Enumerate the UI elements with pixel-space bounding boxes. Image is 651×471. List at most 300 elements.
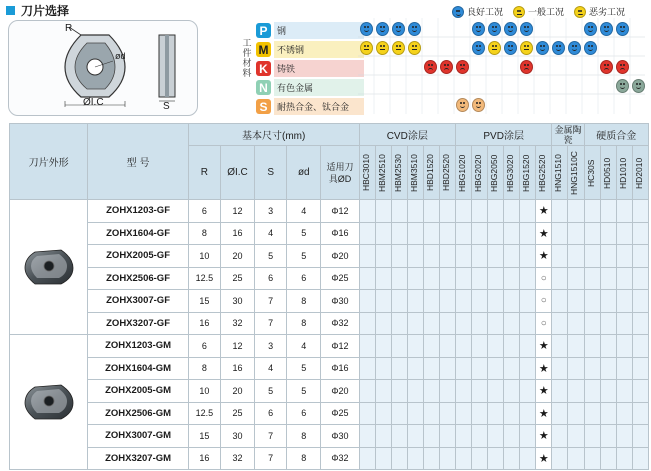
grade-cell xyxy=(423,402,439,425)
dim-r-cell: 16 xyxy=(188,312,220,335)
tool-dia-cell: Φ20 xyxy=(321,380,359,403)
dim-ic-cell: 20 xyxy=(220,380,254,403)
grade-header: HBG3020 xyxy=(505,153,516,192)
grade-cell xyxy=(568,402,584,425)
grade-cell xyxy=(616,335,632,358)
grade-cell xyxy=(391,290,407,313)
header-cermet: 金属陶瓷 xyxy=(552,124,584,146)
face-good-icon xyxy=(472,22,485,36)
model-cell: ZOHX1203-GF xyxy=(88,200,188,223)
grade-cell xyxy=(520,447,536,470)
grade-cell xyxy=(488,447,504,470)
grade-cell xyxy=(632,290,648,313)
grade-cell xyxy=(391,200,407,223)
grade-header: HBM2510 xyxy=(376,153,387,192)
grade-cell xyxy=(423,312,439,335)
face-mid-icon xyxy=(408,41,421,55)
grade-cell xyxy=(423,245,439,268)
grade-cell xyxy=(423,380,439,403)
grade-cell xyxy=(472,312,488,335)
grade-mark: ★ xyxy=(538,452,549,465)
grade-cell xyxy=(616,245,632,268)
grade-mark: ★ xyxy=(538,227,549,240)
grade-cell xyxy=(472,357,488,380)
face-neutral-icon xyxy=(456,98,469,112)
condition-legend xyxy=(452,5,635,18)
grade-cell xyxy=(632,357,648,380)
grade-cell xyxy=(472,245,488,268)
grade-cell xyxy=(423,447,439,470)
dim-d-cell: 5 xyxy=(287,245,321,268)
grade-cell xyxy=(407,380,423,403)
material-row-n xyxy=(256,78,364,97)
grade-cell xyxy=(472,267,488,290)
grade-cell xyxy=(391,222,407,245)
grade-cell xyxy=(407,335,423,358)
dim-ic-cell: 30 xyxy=(220,290,254,313)
legend-item-mid: 一般工况 xyxy=(513,5,564,18)
tool-dia-cell: Φ12 xyxy=(321,200,359,223)
shape-cell-gf xyxy=(10,200,88,335)
grade-cell xyxy=(375,425,391,448)
grade-cell xyxy=(616,200,632,223)
tool-dia-cell: Φ16 xyxy=(321,357,359,380)
grade-cell xyxy=(520,222,536,245)
model-cell: ZOHX2506-GM xyxy=(88,402,188,425)
dim-r-cell: 15 xyxy=(188,425,220,448)
grade-cell xyxy=(455,357,471,380)
dim-s-cell: 7 xyxy=(255,290,287,313)
grade-cell xyxy=(488,312,504,335)
grade-cell xyxy=(359,380,375,403)
dim-s-cell: 7 xyxy=(255,425,287,448)
dim-r-cell: 8 xyxy=(188,357,220,380)
dim-d-cell: 6 xyxy=(287,267,321,290)
face-good-icon xyxy=(600,22,613,36)
model-cell: ZOHX1604-GM xyxy=(88,357,188,380)
grade-header: HBG1020 xyxy=(456,153,467,192)
dim-r-cell: 16 xyxy=(188,447,220,470)
grade-cell xyxy=(423,335,439,358)
grade-cell xyxy=(375,267,391,290)
diagram-label-d: ød xyxy=(115,51,126,61)
grade-cell xyxy=(632,200,648,223)
grade-cell xyxy=(375,447,391,470)
face-good-icon xyxy=(568,41,581,55)
grade-cell xyxy=(455,447,471,470)
dim-s-cell: 4 xyxy=(255,222,287,245)
dim-r-cell: 10 xyxy=(188,380,220,403)
dim-d-cell: 8 xyxy=(287,312,321,335)
dim-ic-cell: 30 xyxy=(220,425,254,448)
grade-header: HD2010 xyxy=(633,156,644,189)
grade-cell xyxy=(520,312,536,335)
dim-r-cell: 12.5 xyxy=(188,267,220,290)
grade-cell xyxy=(407,245,423,268)
grade-cell xyxy=(455,245,471,268)
face-mid-icon xyxy=(360,41,373,55)
material-name-n: 有色金属 xyxy=(274,79,364,96)
grade-cell xyxy=(632,425,648,448)
material-row-k xyxy=(256,59,364,78)
grade-cell xyxy=(488,267,504,290)
material-tag-m: M xyxy=(256,42,271,57)
table-row xyxy=(10,425,649,448)
grade-cell xyxy=(632,380,648,403)
table-row xyxy=(10,402,649,425)
insert-selection-table xyxy=(9,123,649,470)
grade-cell xyxy=(504,267,520,290)
face-good-icon xyxy=(504,41,517,55)
face-good-icon xyxy=(616,22,629,36)
diagram-label-s: S xyxy=(163,101,170,112)
grade-cell xyxy=(407,200,423,223)
grade-cell xyxy=(455,380,471,403)
grade-cell xyxy=(488,222,504,245)
section-title-text: 刀片选择 xyxy=(21,3,70,18)
grade-cell xyxy=(488,335,504,358)
table-body xyxy=(10,200,649,470)
grade-cell xyxy=(391,335,407,358)
grade-cell xyxy=(455,267,471,290)
grade-cell xyxy=(584,245,600,268)
grade-cell xyxy=(407,402,423,425)
dim-s-cell: 7 xyxy=(255,312,287,335)
grade-cell xyxy=(584,380,600,403)
grade-cell xyxy=(472,380,488,403)
face-good-icon xyxy=(408,22,421,36)
grade-cell xyxy=(359,425,375,448)
tool-dia-cell: Φ30 xyxy=(321,290,359,313)
face-good-icon xyxy=(452,6,464,18)
face-bad-icon xyxy=(440,60,453,74)
grade-cell xyxy=(391,402,407,425)
material-name-s: 耐热合金、钛合金 xyxy=(274,98,364,115)
grade-header: HBM2530 xyxy=(392,153,403,192)
grade-cell xyxy=(568,290,584,313)
grade-cell xyxy=(407,357,423,380)
tool-dia-cell: Φ20 xyxy=(321,245,359,268)
grade-cell xyxy=(504,222,520,245)
dim-d-cell: 4 xyxy=(287,335,321,358)
grade-cell xyxy=(600,290,616,313)
grade-cell xyxy=(391,425,407,448)
grade-cell xyxy=(584,312,600,335)
face-good-icon xyxy=(584,22,597,36)
dim-d-cell: 8 xyxy=(287,447,321,470)
grade-cell xyxy=(375,290,391,313)
grade-cell xyxy=(488,357,504,380)
grade-cell xyxy=(504,380,520,403)
grade-cell xyxy=(568,245,584,268)
tool-dia-cell: Φ25 xyxy=(321,267,359,290)
grade-cell xyxy=(359,290,375,313)
grade-cell xyxy=(568,357,584,380)
grade-cell xyxy=(439,447,455,470)
grade-cell xyxy=(584,447,600,470)
dim-ic-cell: 25 xyxy=(220,267,254,290)
grade-cell xyxy=(616,425,632,448)
header-basic-dims: 基本尺寸(mm) xyxy=(188,124,359,146)
face-bad-icon xyxy=(574,6,586,18)
grade-cell xyxy=(504,425,520,448)
face-good-icon xyxy=(360,22,373,36)
face-bad-icon xyxy=(520,60,533,74)
grade-cell xyxy=(536,222,552,245)
face-mid-icon xyxy=(488,41,501,55)
grade-cell xyxy=(391,312,407,335)
grade-cell xyxy=(504,245,520,268)
grade-cell xyxy=(552,200,568,223)
dim-ic-cell: 25 xyxy=(220,402,254,425)
grade-cell xyxy=(584,335,600,358)
tool-dia-cell: Φ16 xyxy=(321,222,359,245)
grade-header: HBM3510 xyxy=(408,153,419,192)
grade-cell xyxy=(423,425,439,448)
grade-cell xyxy=(359,335,375,358)
grade-cell xyxy=(439,312,455,335)
grade-cell xyxy=(584,200,600,223)
grade-cell xyxy=(536,380,552,403)
grade-mark: ★ xyxy=(538,205,549,218)
grade-cell xyxy=(632,402,648,425)
grade-cell xyxy=(600,425,616,448)
face-mid-icon xyxy=(392,41,405,55)
grade-cell xyxy=(616,402,632,425)
material-tag-p: P xyxy=(256,23,271,38)
grade-cell xyxy=(423,200,439,223)
grade-header: HD1010 xyxy=(617,156,628,189)
dim-d-cell: 4 xyxy=(287,200,321,223)
grade-cell xyxy=(455,425,471,448)
grade-cell xyxy=(552,290,568,313)
grade-cell xyxy=(423,357,439,380)
grade-cell xyxy=(552,425,568,448)
grade-cell xyxy=(520,357,536,380)
material-tag-s: S xyxy=(256,99,271,114)
face-good-icon xyxy=(504,22,517,36)
header-carbide: 硬质合金 xyxy=(584,124,648,146)
grade-cell xyxy=(600,200,616,223)
grade-cell xyxy=(520,380,536,403)
grade-cell xyxy=(407,222,423,245)
grade-cell xyxy=(455,335,471,358)
grade-cell xyxy=(488,402,504,425)
grade-cell xyxy=(552,312,568,335)
grade-header: HNG1510C xyxy=(569,150,580,195)
tool-dia-cell: Φ12 xyxy=(321,335,359,358)
face-mid-icon xyxy=(376,41,389,55)
table-row xyxy=(10,290,649,313)
dim-d-cell: 8 xyxy=(287,290,321,313)
material-name-k: 铸铁 xyxy=(274,60,364,77)
dim-r-cell: 10 xyxy=(188,245,220,268)
insert-photo-icon xyxy=(21,379,77,425)
insert-dimension-diagram xyxy=(8,20,198,116)
grade-cell xyxy=(616,447,632,470)
header-pvd: PVD涂层 xyxy=(455,124,551,146)
grade-cell xyxy=(568,447,584,470)
grade-cell xyxy=(552,222,568,245)
grade-header: HD0510 xyxy=(601,156,612,189)
header-model: 型 号 xyxy=(88,124,188,200)
grade-cell xyxy=(520,335,536,358)
grade-header: HBG2050 xyxy=(489,153,500,192)
grade-cell xyxy=(568,222,584,245)
grade-cell xyxy=(552,357,568,380)
grade-cell xyxy=(568,267,584,290)
grade-cell xyxy=(536,335,552,358)
header-dim-s: S xyxy=(255,146,287,200)
tool-dia-cell: Φ25 xyxy=(321,402,359,425)
grade-cell xyxy=(568,335,584,358)
face-good-icon xyxy=(584,41,597,55)
grade-cell xyxy=(488,200,504,223)
grade-cell xyxy=(568,200,584,223)
grade-mark: ○ xyxy=(540,317,547,329)
dim-r-cell: 6 xyxy=(188,200,220,223)
grade-cell xyxy=(536,312,552,335)
grade-cell xyxy=(632,222,648,245)
dim-d-cell: 5 xyxy=(287,222,321,245)
grade-cell xyxy=(472,335,488,358)
grade-mark: ★ xyxy=(538,362,549,375)
grade-header: HBD1520 xyxy=(424,154,435,191)
grade-cell xyxy=(359,200,375,223)
grade-cell xyxy=(520,267,536,290)
grade-cell xyxy=(359,357,375,380)
grade-cell xyxy=(600,222,616,245)
grade-cell xyxy=(439,335,455,358)
grade-mark: ○ xyxy=(540,295,547,307)
grade-cell xyxy=(584,267,600,290)
grade-cell xyxy=(632,335,648,358)
diagram-label-ic: ØI.C xyxy=(83,97,104,108)
grade-mark: ★ xyxy=(538,430,549,443)
grade-cell xyxy=(391,267,407,290)
grade-cell xyxy=(391,380,407,403)
dim-d-cell: 6 xyxy=(287,402,321,425)
grade-cell xyxy=(455,290,471,313)
face-good-icon xyxy=(392,22,405,36)
table-row xyxy=(10,312,649,335)
section-marker-icon xyxy=(6,6,15,15)
grade-cell xyxy=(504,335,520,358)
grade-header: HBC3010 xyxy=(360,154,371,191)
header-dim-ic: ØI.C xyxy=(220,146,254,200)
grade-cell xyxy=(455,312,471,335)
section-title xyxy=(6,2,69,18)
grade-header: HBG2520 xyxy=(537,153,548,192)
grade-cell xyxy=(520,290,536,313)
grade-cell xyxy=(439,380,455,403)
grade-cell xyxy=(552,267,568,290)
face-good-icon xyxy=(488,22,501,36)
dim-ic-cell: 12 xyxy=(220,200,254,223)
model-cell: ZOHX1203-GM xyxy=(88,335,188,358)
grade-cell xyxy=(359,222,375,245)
face-good-icon xyxy=(520,22,533,36)
model-cell: ZOHX3207-GF xyxy=(88,312,188,335)
grade-cell xyxy=(584,402,600,425)
dim-ic-cell: 16 xyxy=(220,357,254,380)
dim-s-cell: 6 xyxy=(255,267,287,290)
dim-r-cell: 8 xyxy=(188,222,220,245)
face-bad-icon xyxy=(616,60,629,74)
dim-s-cell: 4 xyxy=(255,357,287,380)
grade-cell xyxy=(632,267,648,290)
grade-cell xyxy=(439,290,455,313)
grade-cell xyxy=(600,380,616,403)
grade-cell xyxy=(536,425,552,448)
grade-cell xyxy=(504,357,520,380)
face-mid-icon xyxy=(520,41,533,55)
face-bad-icon xyxy=(424,60,437,74)
table-row xyxy=(10,245,649,268)
grade-cell xyxy=(488,425,504,448)
grade-header: HNG1510 xyxy=(553,153,564,192)
dim-d-cell: 5 xyxy=(287,380,321,403)
dim-s-cell: 6 xyxy=(255,402,287,425)
grade-cell xyxy=(455,200,471,223)
tool-dia-cell: Φ30 xyxy=(321,425,359,448)
grade-cell xyxy=(407,267,423,290)
model-cell: ZOHX2005-GF xyxy=(88,245,188,268)
grade-cell xyxy=(488,380,504,403)
header-dim-d: ød xyxy=(287,146,321,200)
grade-mark: ★ xyxy=(538,407,549,420)
grade-cell xyxy=(520,402,536,425)
material-tag-n: N xyxy=(256,80,271,95)
grade-cell xyxy=(359,245,375,268)
grade-cell xyxy=(616,290,632,313)
grade-cell xyxy=(504,447,520,470)
table-row xyxy=(10,335,649,358)
face-mid-icon xyxy=(513,6,525,18)
model-cell: ZOHX3007-GF xyxy=(88,290,188,313)
material-row-p xyxy=(256,21,364,40)
grade-cell xyxy=(375,402,391,425)
dim-r-cell: 6 xyxy=(188,335,220,358)
grade-cell xyxy=(552,402,568,425)
dim-ic-cell: 32 xyxy=(220,312,254,335)
grade-cell xyxy=(488,245,504,268)
grade-cell xyxy=(584,425,600,448)
grade-cell xyxy=(552,245,568,268)
dim-d-cell: 5 xyxy=(287,357,321,380)
model-cell: ZOHX2506-GF xyxy=(88,267,188,290)
grade-cell xyxy=(472,200,488,223)
grade-cell xyxy=(520,425,536,448)
grade-cell xyxy=(439,267,455,290)
grade-cell xyxy=(552,335,568,358)
material-row-m xyxy=(256,40,364,59)
grade-cell xyxy=(472,290,488,313)
legend-item-good: 良好工况 xyxy=(452,5,503,18)
model-cell: ZOHX1604-GF xyxy=(88,222,188,245)
grade-header: HC30S xyxy=(585,158,596,187)
grade-cell xyxy=(584,290,600,313)
grade-cell xyxy=(359,402,375,425)
grade-cell xyxy=(423,267,439,290)
grade-cell xyxy=(439,357,455,380)
grade-cell xyxy=(632,312,648,335)
grade-cell xyxy=(472,402,488,425)
material-side-label: 工 件 材 料 xyxy=(242,38,252,78)
grade-header: HBG2020 xyxy=(473,153,484,192)
grade-cell xyxy=(407,290,423,313)
grade-cell xyxy=(391,245,407,268)
